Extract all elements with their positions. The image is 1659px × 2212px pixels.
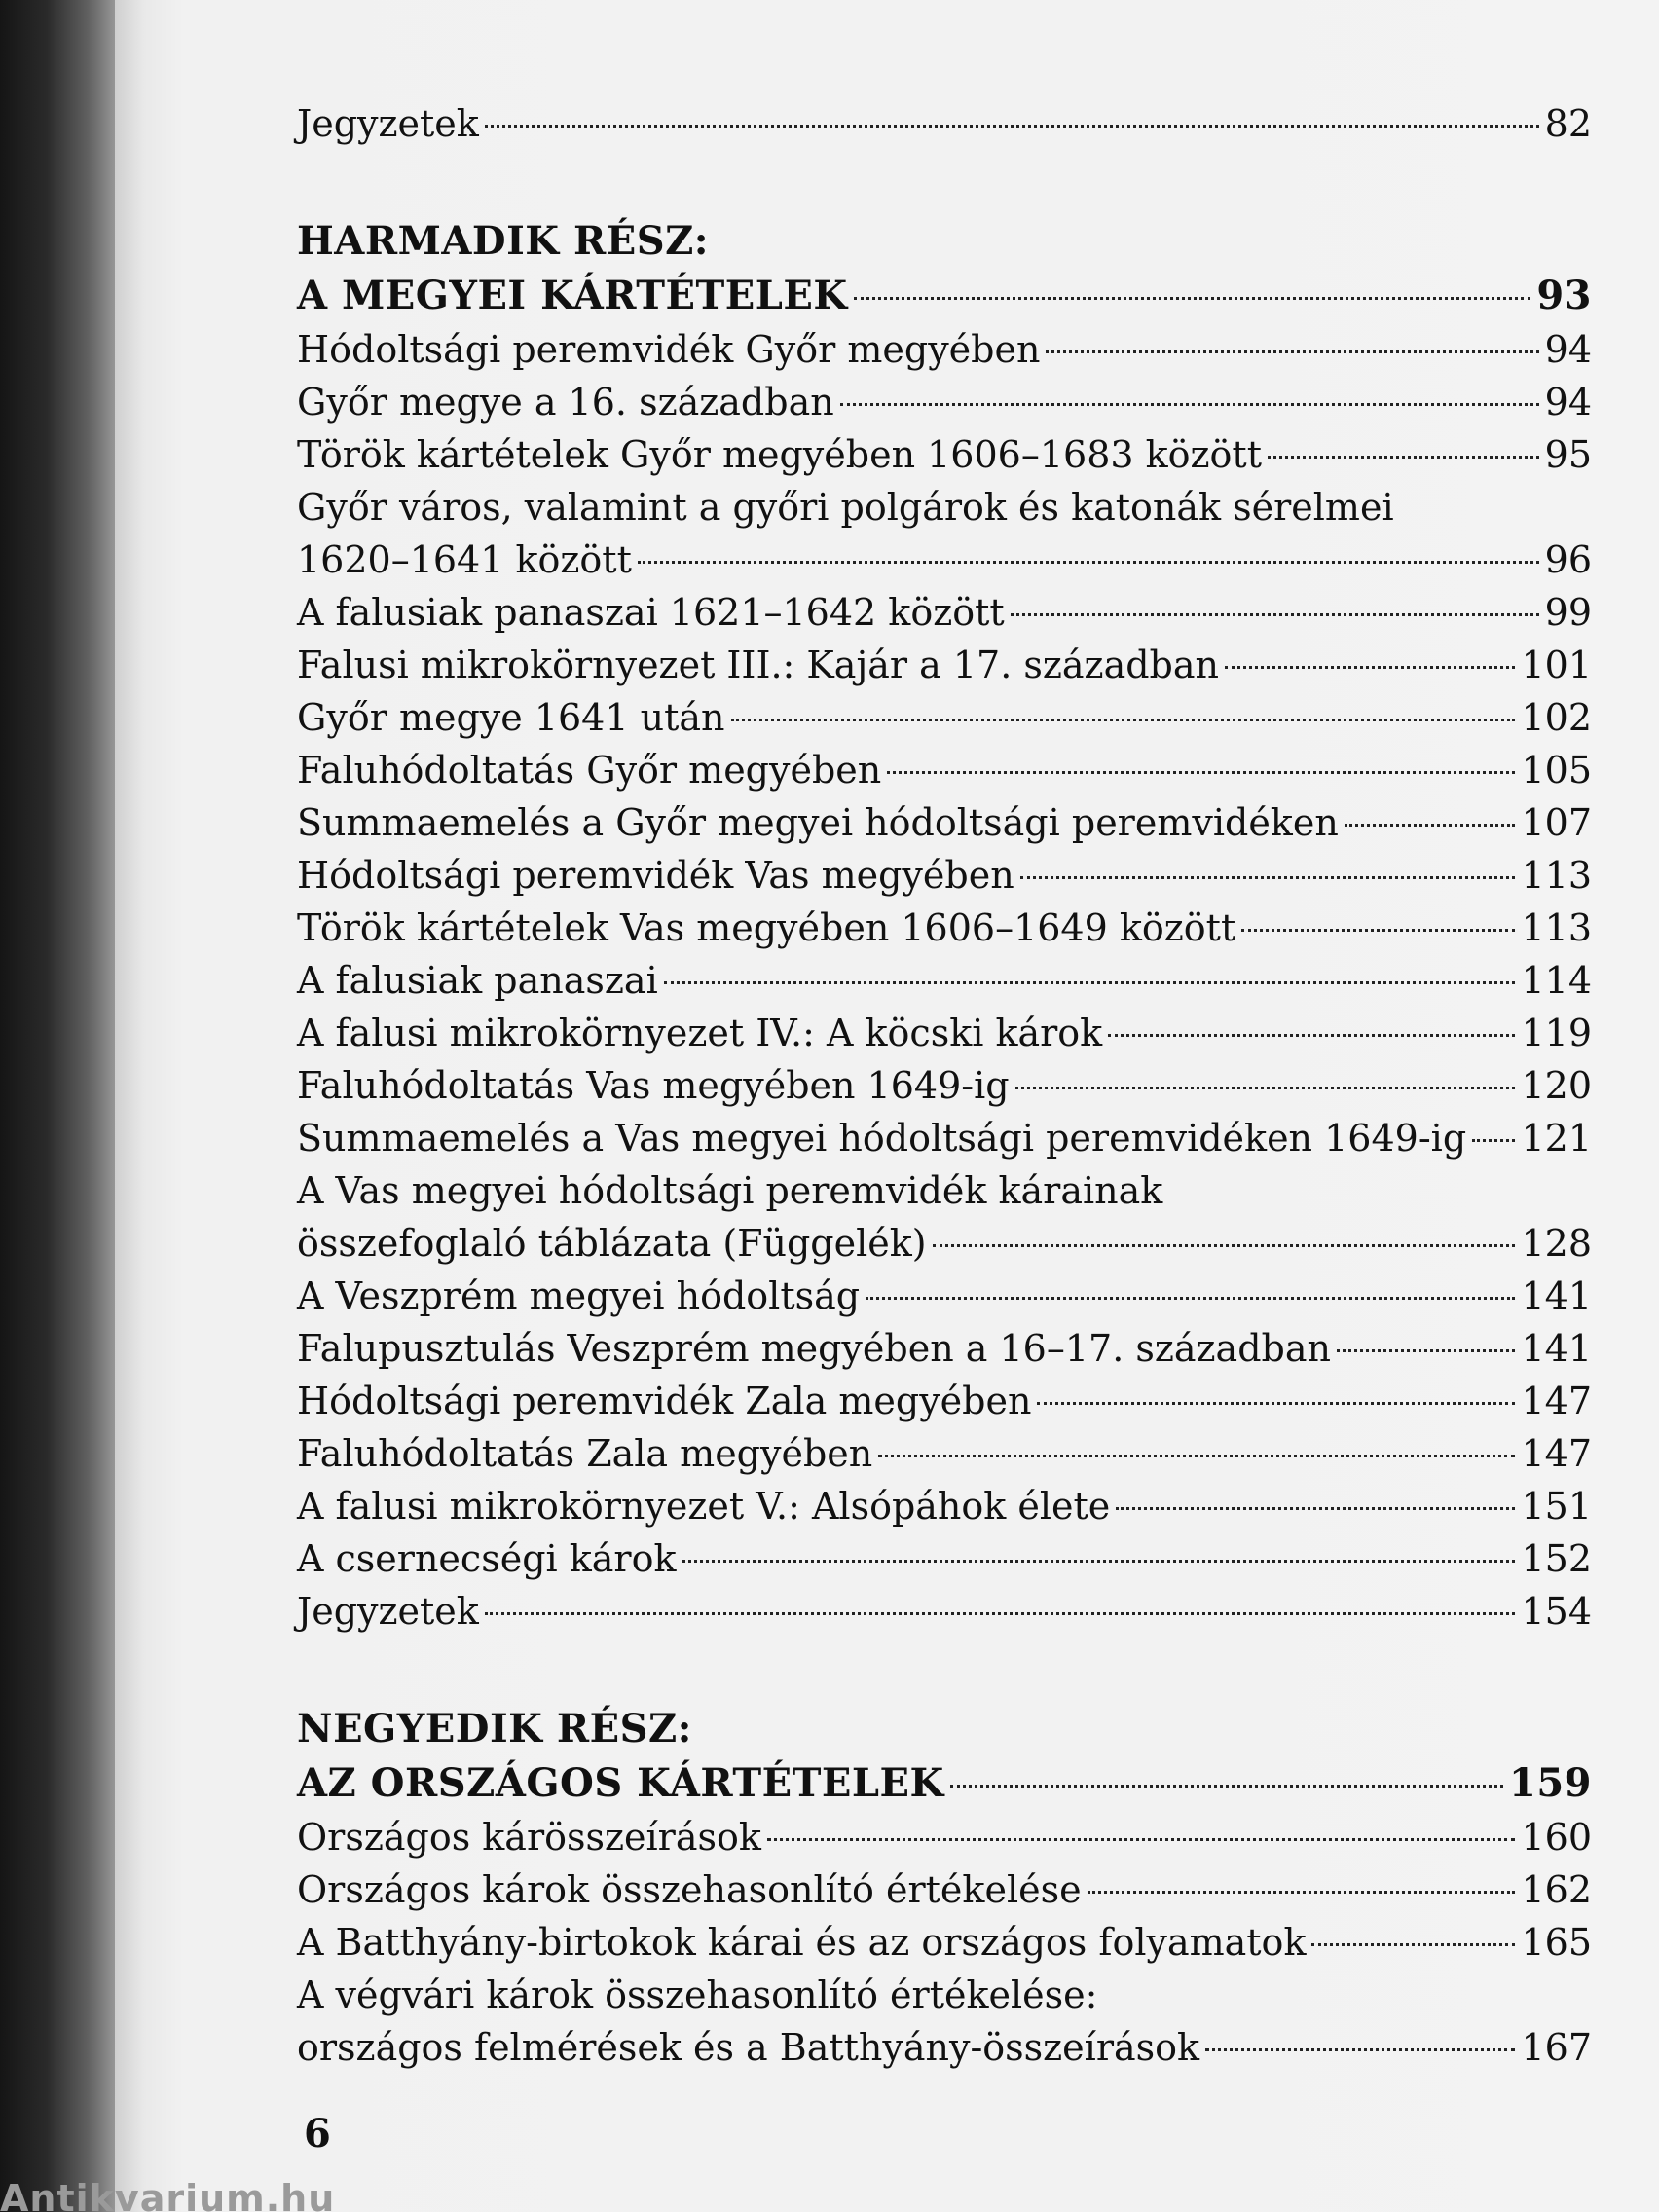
toc-entry-title: Falupusztulás Veszprém megyében a 16–17. században xyxy=(297,1327,1331,1370)
dot-leader xyxy=(840,403,1539,406)
part4-heading xyxy=(297,1756,1592,1811)
toc-entry xyxy=(297,1427,1592,1480)
toc-entry-page: 99 xyxy=(1544,591,1592,634)
dot-leader xyxy=(731,719,1516,721)
toc-entry-page: 147 xyxy=(1521,1380,1592,1422)
toc-entry xyxy=(297,1322,1592,1375)
dot-leader xyxy=(878,1455,1515,1457)
toc-entry xyxy=(297,586,1592,639)
toc-entry-title: 1620–1641 között xyxy=(297,538,632,581)
dot-leader xyxy=(1241,929,1515,932)
toc-entry-page: 114 xyxy=(1521,959,1592,1002)
toc-entry-page: 152 xyxy=(1521,1537,1592,1580)
toc-entry-title-line1: A végvári károk összehasonlító értékelése: xyxy=(297,1973,1098,2016)
dot-leader xyxy=(485,1612,1516,1615)
part3-heading-page: 93 xyxy=(1536,273,1592,318)
toc-entry-title: Hódoltsági peremvidék Győr megyében xyxy=(297,328,1041,371)
dot-leader xyxy=(1225,666,1515,669)
dot-leader xyxy=(866,1297,1515,1300)
section-gap xyxy=(297,150,1592,214)
toc-entry-title: országos felmérések és a Batthyány-összeírások xyxy=(297,2026,1200,2069)
toc-entry-title: Török kártételek Győr megyében 1606–1683 között xyxy=(297,433,1262,476)
part3-heading-line1: HARMADIK RÉSZ: xyxy=(297,218,710,264)
dot-leader xyxy=(950,1785,1503,1788)
toc-entry-page: 105 xyxy=(1521,749,1592,792)
dot-leader xyxy=(1037,1402,1515,1405)
toc-entry-page: 113 xyxy=(1521,854,1592,897)
toc-entry-page: 96 xyxy=(1544,538,1592,581)
toc-entry xyxy=(297,1585,1592,1638)
toc-entry-title: A Batthyány-birtokok kárai és az országos folyamatok xyxy=(297,1921,1307,1964)
toc-entry-title: Jegyzetek xyxy=(297,102,479,145)
book-binding-shadow xyxy=(0,0,117,2212)
dot-leader xyxy=(1088,1891,1516,1894)
toc-entry-title: Faluhódoltatás Vas megyében 1649-ig xyxy=(297,1064,1010,1107)
dot-leader xyxy=(854,297,1531,300)
toc-entry-page: 82 xyxy=(1544,102,1592,145)
toc-entry-title: Faluhódoltatás Zala megyében xyxy=(297,1432,873,1475)
toc-entry-page: 121 xyxy=(1521,1117,1592,1160)
toc-entry xyxy=(297,1112,1592,1164)
part4-entries xyxy=(297,1811,1592,2074)
dot-leader xyxy=(638,561,1539,564)
toc-entry xyxy=(297,1270,1592,1322)
toc-entry-page: 162 xyxy=(1521,1868,1592,1911)
dot-leader xyxy=(1268,456,1539,459)
toc-entry-title: A Veszprém megyei hódoltság xyxy=(297,1274,861,1317)
toc-entry xyxy=(297,97,1592,150)
toc-entry-title: Győr megye a 16. században xyxy=(297,381,834,424)
dot-leader xyxy=(1337,1349,1515,1352)
dot-leader xyxy=(1020,876,1516,879)
toc-entry-title: A falusiak panaszai 1621–1642 között xyxy=(297,591,1005,634)
toc-entry-title: Faluhódoltatás Győr megyében xyxy=(297,749,882,792)
part3-heading xyxy=(297,269,1592,323)
table-of-contents xyxy=(297,97,1592,2074)
toc-entry-title: Török kártételek Vas megyében 1606–1649 között xyxy=(297,906,1236,949)
toc-entry-title: Országos kárösszeírások xyxy=(297,1816,761,1859)
toc-entry xyxy=(297,376,1592,428)
toc-entry xyxy=(297,323,1592,376)
toc-entry-page: 95 xyxy=(1544,433,1592,476)
toc-entry-page: 154 xyxy=(1521,1590,1592,1633)
toc-entry-title: Summaemelés a Győr megyei hódoltsági peremvidéken xyxy=(297,801,1339,844)
watermark: Antikvarium.hu xyxy=(0,2177,336,2212)
dot-leader xyxy=(1011,613,1539,616)
toc-entry-title: Jegyzetek xyxy=(297,1590,479,1633)
dot-leader xyxy=(1108,1034,1515,1037)
toc-entry xyxy=(297,1811,1592,1863)
toc-entry-title: A falusi mikrokörnyezet IV.: A köcski károk xyxy=(297,1012,1103,1054)
toc-entry xyxy=(297,1059,1592,1112)
toc-entry-title-line1: A Vas megyei hódoltsági peremvidék kárainak xyxy=(297,1169,1163,1212)
toc-entry xyxy=(297,796,1592,849)
toc-entry-page: 151 xyxy=(1521,1485,1592,1528)
toc-entry xyxy=(297,902,1592,954)
toc-entry-page: 165 xyxy=(1521,1921,1592,1964)
toc-entry-page: 128 xyxy=(1521,1222,1592,1265)
toc-entry xyxy=(297,1217,1592,1270)
toc-entry-page: 160 xyxy=(1521,1816,1592,1859)
toc-entry-title: A falusiak panaszai xyxy=(297,959,658,1002)
part4-heading-page: 159 xyxy=(1509,1760,1592,1806)
toc-entry-page: 102 xyxy=(1521,696,1592,739)
toc-entry-title: Hódoltsági peremvidék Zala megyében xyxy=(297,1380,1032,1422)
dot-leader xyxy=(1472,1139,1515,1142)
toc-entry-page: 119 xyxy=(1521,1012,1592,1054)
toc-entry-page: 120 xyxy=(1521,1064,1592,1107)
toc-entry-title: A falusi mikrokörnyezet V.: Alsópáhok élete xyxy=(297,1485,1111,1528)
toc-entry xyxy=(297,1480,1592,1532)
toc-entry xyxy=(297,1916,1592,1969)
dot-leader xyxy=(485,125,1539,128)
toc-entry xyxy=(297,428,1592,481)
toc-entry-title: Summaemelés a Vas megyei hódoltsági peremvidéken 1649-ig xyxy=(297,1117,1467,1160)
part4-heading-line1: NEGYEDIK RÉSZ: xyxy=(297,1706,692,1751)
toc-entry-title-line1: Győr város, valamint a győri polgárok és katonák sérelmei xyxy=(297,486,1394,529)
toc-entry xyxy=(297,954,1592,1007)
toc-entry-title: Falusi mikrokörnyezet III.: Kajár a 17. században xyxy=(297,644,1220,686)
dot-leader xyxy=(1205,2048,1515,2051)
toc-entry-page: 113 xyxy=(1521,906,1592,949)
toc-entry-page: 167 xyxy=(1521,2026,1592,2069)
toc-entry-title: Országos károk összehasonlító értékelése xyxy=(297,1868,1082,1911)
part3-entries xyxy=(297,323,1592,1638)
dot-leader xyxy=(1116,1507,1515,1510)
toc-entry-title: A csernecségi károk xyxy=(297,1537,677,1580)
toc-entry xyxy=(297,2021,1592,2074)
dot-leader xyxy=(1345,824,1516,827)
toc-entry xyxy=(297,534,1592,586)
toc-entry xyxy=(297,1532,1592,1585)
toc-entry xyxy=(297,1007,1592,1059)
dot-leader xyxy=(933,1244,1516,1247)
toc-entry-page: 101 xyxy=(1521,644,1592,686)
dot-leader xyxy=(1046,350,1538,353)
toc-entry-title: összefoglaló táblázata (Függelék) xyxy=(297,1222,927,1265)
part3-heading-title: A MEGYEI KÁRTÉTELEK xyxy=(297,273,848,318)
dot-leader xyxy=(767,1838,1516,1841)
dot-leader xyxy=(682,1560,1516,1563)
toc-entry-page: 141 xyxy=(1521,1274,1592,1317)
toc-entry-page: 107 xyxy=(1521,801,1592,844)
toc-entry xyxy=(297,849,1592,902)
toc-entry-title: Hódoltsági peremvidék Vas megyében xyxy=(297,854,1014,897)
toc-entry xyxy=(297,744,1592,796)
toc-entry-page: 147 xyxy=(1521,1432,1592,1475)
toc-entry-page: 94 xyxy=(1544,381,1592,424)
toc-entry xyxy=(297,1375,1592,1427)
toc-entry xyxy=(297,1863,1592,1916)
dot-leader xyxy=(1015,1087,1516,1089)
toc-entry xyxy=(297,691,1592,744)
section-gap xyxy=(297,1638,1592,1702)
dot-leader xyxy=(664,981,1516,984)
dot-leader xyxy=(887,771,1515,774)
toc-entry-page: 94 xyxy=(1544,328,1592,371)
page-number: 6 xyxy=(304,2111,331,2157)
toc-entry-page: 141 xyxy=(1521,1327,1592,1370)
part4-heading-title: AZ ORSZÁGOS KÁRTÉTELEK xyxy=(297,1760,944,1806)
toc-entry xyxy=(297,639,1592,691)
dot-leader xyxy=(1311,1943,1515,1946)
toc-entry-title: Győr megye 1641 után xyxy=(297,696,725,739)
